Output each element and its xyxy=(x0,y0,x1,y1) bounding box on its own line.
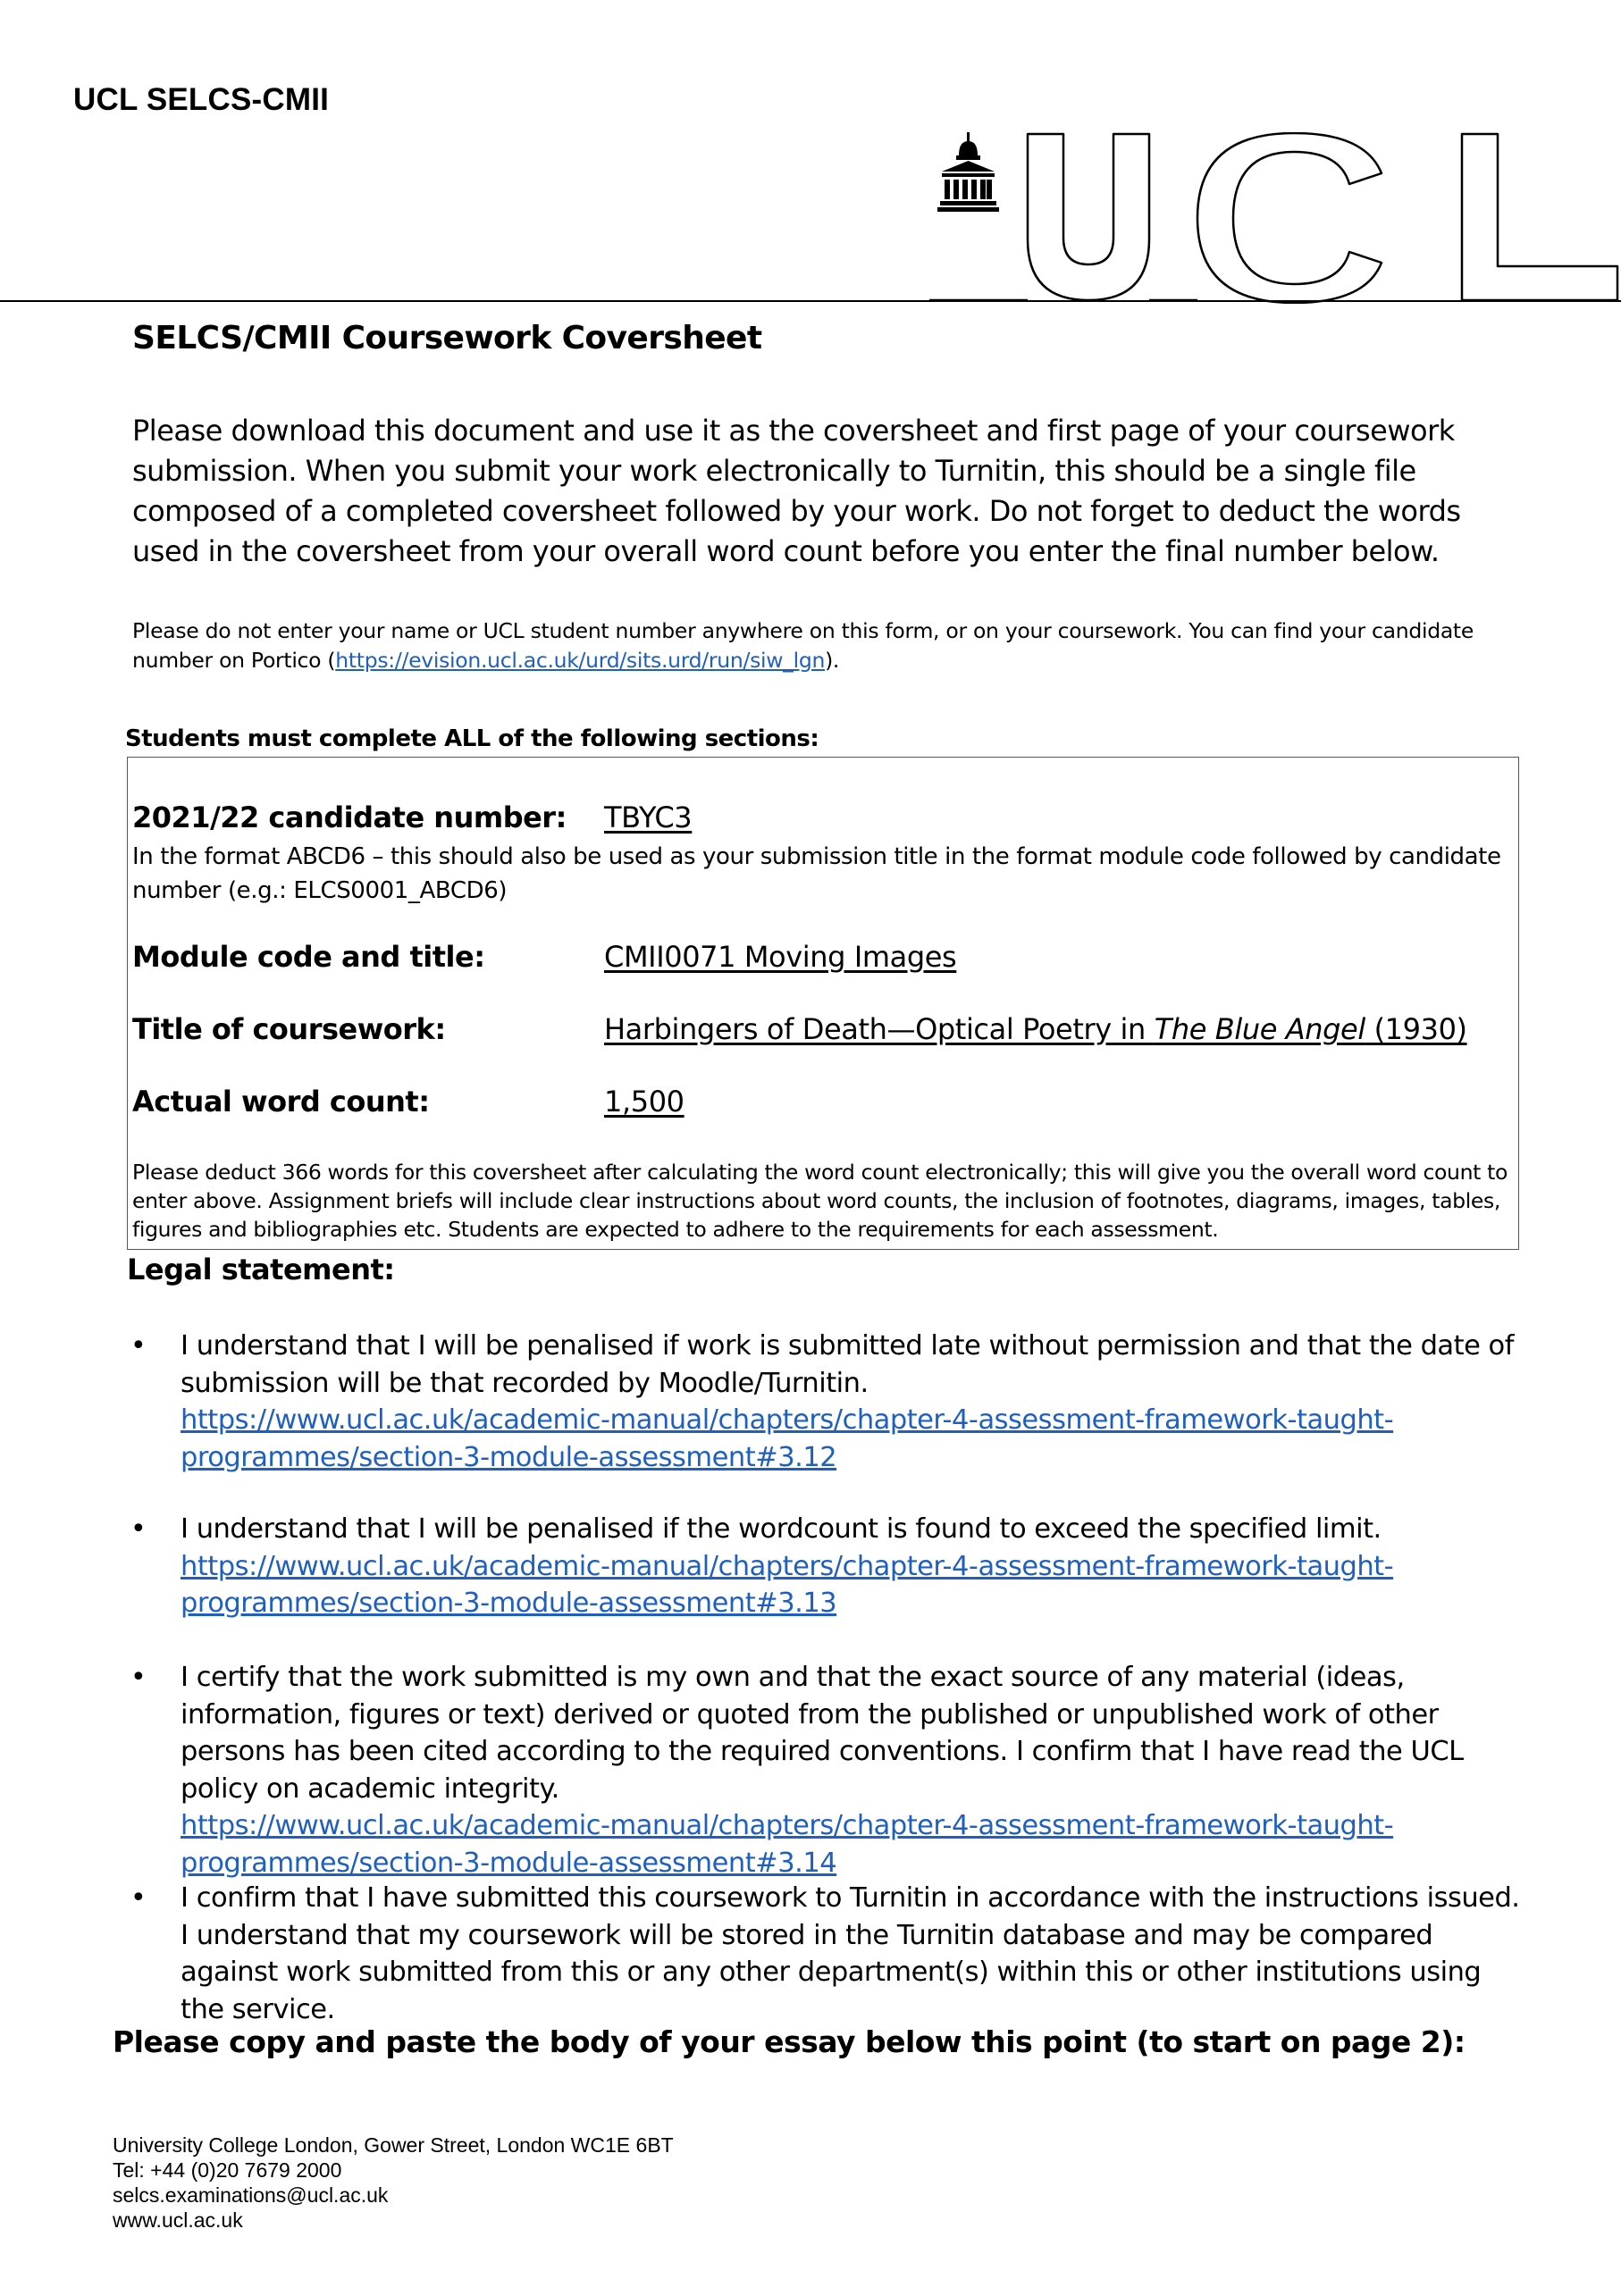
ucl-logo xyxy=(929,132,1621,304)
sections-heading: Students must complete ALL of the following sections: xyxy=(125,725,819,752)
footer-phone: Tel: +44 (0)20 7679 2000 xyxy=(113,2158,342,2182)
legal-item-text: I confirm that I have submitted this coursework to Turnitin in accordance with the instructions issued. I understand that my coursework will be stored in the Turnitin database and may be compared against work submitted from this or any other department(s) within this or other institutions using the service. xyxy=(181,1882,1520,2025)
candidate-number-value: TBYC3 xyxy=(604,800,693,834)
module-label: Module code and title: xyxy=(132,940,485,974)
coursework-title-label: Title of coursework: xyxy=(132,1012,446,1046)
legal-item xyxy=(181,1880,1521,2028)
privacy-note xyxy=(132,616,1526,675)
privacy-note-suffix: ). xyxy=(825,648,840,673)
footer-email: selcs.examinations@ucl.ac.uk xyxy=(113,2183,389,2207)
intro-paragraph: Please download this document and use it as the coversheet and first page of your coursework submission. When you submit your work electronically to Turnitin, this should be a single file composed of a completed coversheet followed by your work. Do not forget to deduct the words used in the coversheet from your overall word count before you enter the final number below. xyxy=(132,414,1461,568)
department-header: UCL SELCS-CMII xyxy=(73,82,330,117)
footer-website: www.ucl.ac.uk xyxy=(113,2208,243,2232)
legal-item-link[interactable]: https://www.ucl.ac.uk/academic-manual/chapters/chapter-4-assessment-framework-taught-programmes/section-3-module-assessment#3.12 xyxy=(181,1404,1394,1473)
portico-link[interactable]: https://evision.ucl.ac.uk/urd/sits.urd/run/siw_lgn xyxy=(335,648,826,673)
coursework-title-main: Harbingers of Death—Optical Poetry in xyxy=(604,1012,1155,1046)
word-count-value: 1,500 xyxy=(604,1085,685,1119)
word-count-note: Please deduct 366 words for this coversheet after calculating the word count electronically; this will give you the overall word count to enter above. Assignment briefs will include clear instructions about word counts, the inclusion of footnotes, diagrams, images, tables, figures and bibliographies etc. Students are expected to adhere to the requirements for each assessment. xyxy=(132,1160,1508,1242)
portico-building-icon xyxy=(937,132,999,212)
privacy-note-text: Please do not enter your name or UCL student number anywhere on this form, or on your coursework. You can find your candidate number on Portico ( xyxy=(132,618,1474,673)
film-title: The Blue Angel xyxy=(1154,1012,1365,1046)
header-divider xyxy=(0,300,1621,302)
legal-item-text: I understand that I will be penalised if work is submitted late without permission and that the date of submission will be that recorded by Moodle/Turnitin. xyxy=(181,1330,1514,1399)
legal-item xyxy=(181,1328,1521,1476)
legal-item-text: I certify that the work submitted is my own and that the exact source of any material (ideas, information, figures or text) derived or quoted from the published or unpublished work of other persons has been cited according to the required conventions. I confirm that I have read the UCL policy on academic integrity. xyxy=(181,1662,1464,1805)
legal-item-link[interactable]: https://www.ucl.ac.uk/academic-manual/chapters/chapter-4-assessment-framework-taught-programmes/section-3-module-assessment#3.14 xyxy=(181,1810,1394,1879)
footer-address: University College London, Gower Street, London WC1E 6BT xyxy=(113,2133,674,2157)
coursework-title-year: (1930) xyxy=(1365,1012,1467,1046)
ucl-logo-letters xyxy=(1028,133,1617,303)
bullet-icon: • xyxy=(130,1513,147,1545)
coursework-title-value xyxy=(604,1012,1467,1046)
page-title: SELCS/CMII Coursework Coversheet xyxy=(132,320,762,356)
module-value: CMII0071 Moving Images xyxy=(604,940,957,974)
candidate-format-note: In the format ABCD6 – this should also be used as your submission title in the format module code followed by candidate number (e.g.: ELCS0001_ABCD6) xyxy=(132,843,1501,904)
legal-item xyxy=(181,1659,1521,1881)
bullet-icon: • xyxy=(130,1662,147,1693)
legal-item-link[interactable]: https://www.ucl.ac.uk/academic-manual/chapters/chapter-4-assessment-framework-taught-programmes/section-3-module-assessment#3.13 xyxy=(181,1550,1394,1619)
bullet-icon: • xyxy=(130,1330,147,1362)
essay-instruction: Please copy and paste the body of your essay below this point (to start on page 2): xyxy=(113,2024,1466,2059)
candidate-number-label: 2021/22 candidate number: xyxy=(132,800,567,834)
legal-item xyxy=(181,1511,1521,1622)
legal-heading: Legal statement: xyxy=(127,1253,395,1286)
bullet-icon: • xyxy=(130,1882,147,1914)
legal-item-text: I understand that I will be penalised if the wordcount is found to exceed the specified limit. xyxy=(181,1513,1382,1545)
word-count-label: Actual word count: xyxy=(132,1085,430,1119)
